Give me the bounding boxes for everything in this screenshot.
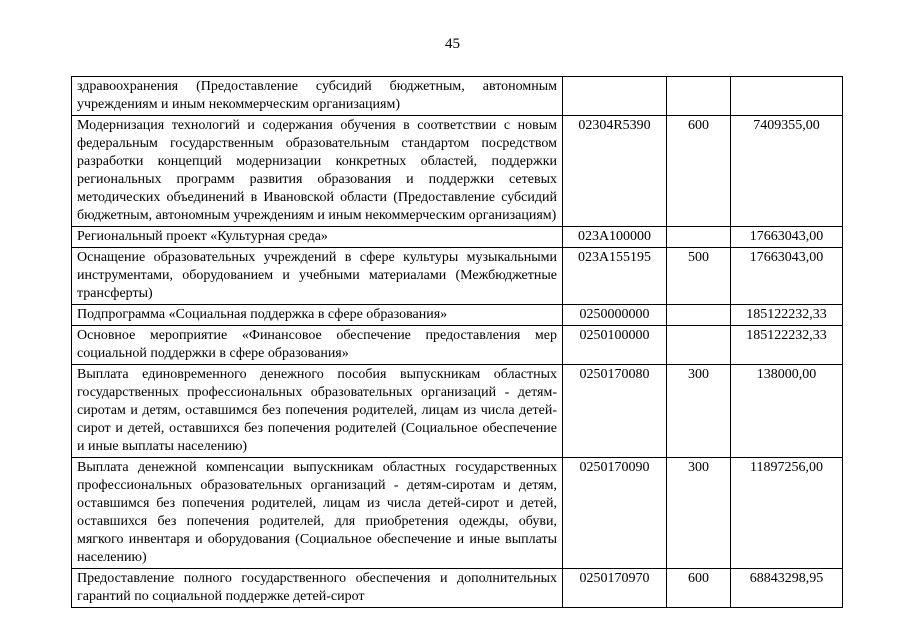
table-row xyxy=(72,248,843,305)
row-amount: 17663043,00 xyxy=(731,248,843,305)
row-code: 023A100000 xyxy=(563,227,667,248)
row-amount: 185122232,33 xyxy=(731,326,843,365)
row-name: Предоставление полного государственного обеспечения и дополнительных гарантий по социальной поддержке детей-сирот xyxy=(72,569,563,608)
row-name: Выплата единовременного денежного пособия выпускникам областных государственных профессиональных образовательных организаций - детям-сиротам и детям, оставшимся без попечения родителей, лицам из числа детей-сирот и детей, оставшихся без попечения родителей (Социальное обеспечение и иные выплаты населению) xyxy=(72,365,563,458)
row-code: 0250100000 xyxy=(563,326,667,365)
row-code xyxy=(563,77,667,116)
row-expense-type: 500 xyxy=(667,248,731,305)
row-amount: 68843298,95 xyxy=(731,569,843,608)
table-row xyxy=(72,458,843,569)
row-expense-type: 300 xyxy=(667,365,731,458)
page-number: 45 xyxy=(445,36,460,52)
row-amount: 11897256,00 xyxy=(731,458,843,569)
row-expense-type xyxy=(667,326,731,365)
row-amount xyxy=(731,77,843,116)
table-row xyxy=(72,305,843,326)
table-row xyxy=(72,227,843,248)
table-row xyxy=(72,365,843,458)
row-name: здравоохранения (Предоставление субсидий бюджетным, автономным учреждениям и иным некоммерческим организациям) xyxy=(72,77,563,116)
table-row xyxy=(72,77,843,116)
row-expense-type xyxy=(667,77,731,116)
table-row xyxy=(72,116,843,227)
row-expense-type xyxy=(667,227,731,248)
row-code: 023A155195 xyxy=(563,248,667,305)
row-code: 0250170080 xyxy=(563,365,667,458)
row-amount: 185122232,33 xyxy=(731,305,843,326)
budget-table xyxy=(71,76,843,608)
row-expense-type: 600 xyxy=(667,116,731,227)
row-expense-type: 300 xyxy=(667,458,731,569)
row-name: Основное мероприятие «Финансовое обеспечение предоставления мер социальной поддержки в сфере образования» xyxy=(72,326,563,365)
table-row xyxy=(72,569,843,608)
row-amount: 138000,00 xyxy=(731,365,843,458)
table-row xyxy=(72,326,843,365)
row-code: 02304R5390 xyxy=(563,116,667,227)
row-code: 0250000000 xyxy=(563,305,667,326)
row-code: 0250170090 xyxy=(563,458,667,569)
row-code: 0250170970 xyxy=(563,569,667,608)
row-name: Модернизация технологий и содержания обучения в соответствии с новым федеральным государственным образовательным стандартом посредством разработки концепций модернизации конкретных областей, поддержки региональных программ развития образования и поддержки сетевых методических объединений в Ивановской области (Предоставление субсидий бюджетным, автономным учреждениям и иным некоммерческим организациям) xyxy=(72,116,563,227)
row-name: Региональный проект «Культурная среда» xyxy=(72,227,563,248)
row-name: Подпрограмма «Социальная поддержка в сфере образования» xyxy=(72,305,563,326)
row-amount: 17663043,00 xyxy=(731,227,843,248)
row-name: Выплата денежной компенсации выпускникам областных государственных профессиональных образовательных организаций - детям-сиротам и детям, оставшимся без попечения родителей, лицам из числа детей-сирот и детей, оставшихся без попечения родителей, для приобретения одежды, обуви, мягкого инвентаря и оборудования (Социальное обеспечение и иные выплаты населению) xyxy=(72,458,563,569)
row-expense-type xyxy=(667,305,731,326)
row-amount: 7409355,00 xyxy=(731,116,843,227)
row-name: Оснащение образовательных учреждений в сфере культуры музыкальными инструментами, оборудованием и учебными материалами (Межбюджетные трансферты) xyxy=(72,248,563,305)
row-expense-type: 600 xyxy=(667,569,731,608)
